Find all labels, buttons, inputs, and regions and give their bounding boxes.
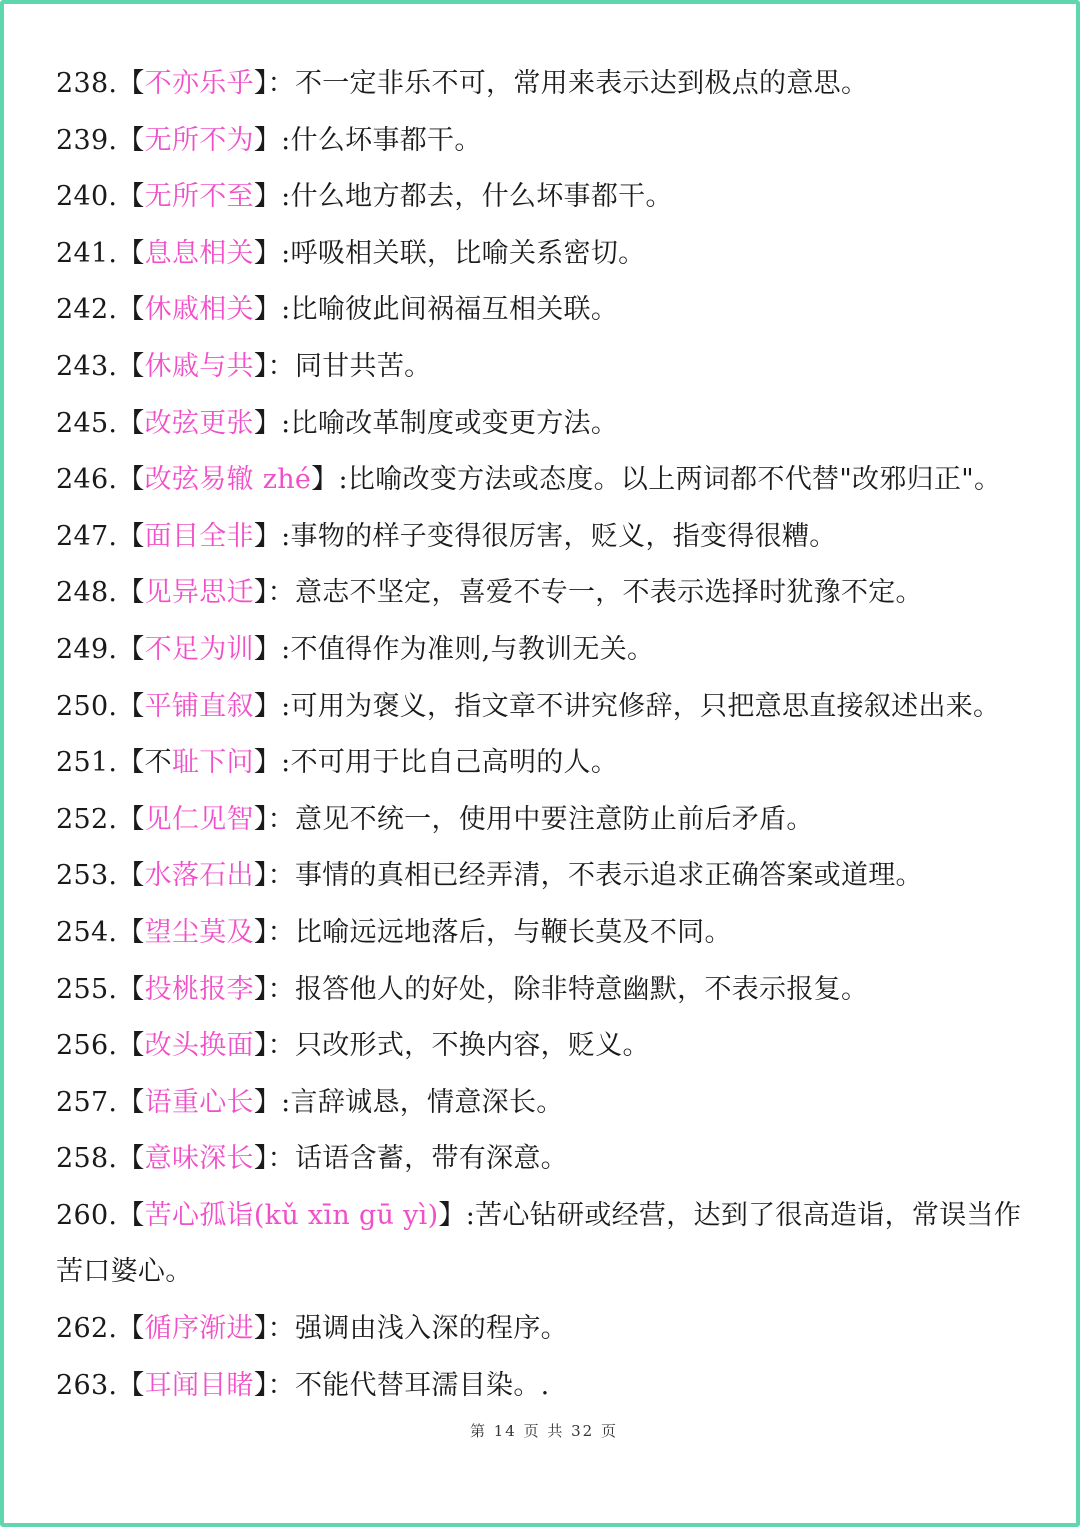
idiom-term: 平铺直叙 <box>144 690 254 722</box>
idiom-definition: 话语含蓄，带有深意。 <box>294 1143 568 1175</box>
idiom-definition: 不值得作为准则,与教训无关。 <box>290 633 655 665</box>
idiom-definition: 比喻远远地落后，与鞭长莫及不同。 <box>294 916 732 948</box>
idiom-definition: 不可用于比自己高明的人。 <box>290 747 619 779</box>
entry-number: 246. <box>56 464 118 496</box>
idiom-definition: 呼吸相关联，比喻关系密切。 <box>290 237 646 269</box>
idiom-term: 投桃报李 <box>144 973 254 1005</box>
entry-number: 253. <box>56 860 118 892</box>
idiom-entry: 245.【改弦更张】:比喻改革制度或变更方法。 <box>56 407 619 439</box>
idiom-term: 不耻下问 <box>144 747 254 779</box>
idiom-term: 面目全非 <box>144 520 254 552</box>
idiom-entry: 247.【面目全非】:事物的样子变得很厉害，贬义，指变得很糟。 <box>56 520 837 552</box>
idiom-definition: 什么坏事都干。 <box>290 124 482 156</box>
idiom-term: 苦心孤诣(kǔ xīn gū yì) <box>144 1199 439 1231</box>
entry-number: 238. <box>56 68 118 99</box>
entry-number: 252. <box>56 803 118 835</box>
entry-number: 255. <box>56 973 118 1005</box>
entry-number: 251. <box>56 747 118 779</box>
idiom-term: 无所不为 <box>144 124 254 156</box>
idiom-entry: 258.【意味深长】：话语含蓄，带有深意。 <box>56 1143 568 1175</box>
idiom-term: 望尘莫及 <box>144 916 254 948</box>
idiom-term: 循序渐进 <box>144 1313 254 1345</box>
entry-number: 250. <box>56 690 118 722</box>
idiom-entry: 241.【息息相关】:呼吸相关联，比喻关系密切。 <box>56 237 646 269</box>
idiom-term: 不亦乐乎 <box>144 68 254 99</box>
idiom-entry: 238.【不亦乐乎】：不一定非乐不可，常用来表示达到极点的意思。 <box>56 68 869 99</box>
idiom-definition: 报答他人的好处，除非特意幽默，不表示报复。 <box>294 973 869 1005</box>
idiom-term: 改弦易辙 zhé <box>144 464 312 496</box>
entry-number: 248. <box>56 577 118 609</box>
idiom-entry: 239.【无所不为】:什么坏事都干。 <box>56 124 482 156</box>
idiom-list <box>56 56 1046 1414</box>
idiom-term: 改弦更张 <box>144 407 254 439</box>
idiom-term: 意味深长 <box>144 1143 254 1175</box>
idiom-entry: 240.【无所不至】:什么地方都去，什么坏事都干。 <box>56 181 673 213</box>
entry-number: 247. <box>56 520 118 552</box>
idiom-entry: 248.【见异思迁】：意志不坚定，喜爱不专一，不表示选择时犹豫不定。 <box>56 577 923 609</box>
idiom-definition: 比喻彼此间祸福互相关联。 <box>290 294 619 326</box>
idiom-definition: 意志不坚定，喜爱不专一，不表示选择时犹豫不定。 <box>294 577 923 609</box>
idiom-definition: 可用为褒义，指文章不讲究修辞，只把意思直接叙述出来。 <box>290 690 1001 722</box>
idiom-definition: 不一定非乐不可，常用来表示达到极点的意思。 <box>294 68 869 99</box>
entry-number: 258. <box>56 1143 118 1175</box>
idiom-definition: 什么地方都去，什么坏事都干。 <box>290 181 673 213</box>
entry-number: 242. <box>56 294 118 326</box>
idiom-definition: 强调由浅入深的程序。 <box>294 1313 568 1345</box>
idiom-definition: 事物的样子变得很厉害，贬义，指变得很糟。 <box>290 520 837 552</box>
idiom-definition: 事情的真相已经弄清，不表示追求正确答案或道理。 <box>294 860 923 892</box>
idiom-entry: 263.【耳闻目睹】：不能代替耳濡目染。. <box>56 1369 550 1401</box>
entry-number: 254. <box>56 916 118 948</box>
idiom-definition: 不能代替耳濡目染。. <box>294 1369 550 1401</box>
idiom-term: 休戚与共 <box>144 350 254 382</box>
entry-number: 240. <box>56 181 118 213</box>
idiom-entry: 253.【水落石出】：事情的真相已经弄清，不表示追求正确答案或道理。 <box>56 860 923 892</box>
idiom-term: 无所不至 <box>144 181 254 213</box>
idiom-entry: 246.【改弦易辙 zhé】:比喻改变方法或态度。以上两词都不代替"改邪归正"。 <box>56 464 1002 496</box>
idiom-entry: 256.【改头换面】：只改形式，不换内容，贬义。 <box>56 1030 650 1062</box>
idiom-term: 改头换面 <box>144 1030 254 1062</box>
idiom-definition: 言辞诚恳，情意深长。 <box>290 1086 564 1118</box>
entry-number: 243. <box>56 350 118 382</box>
idiom-definition: 比喻改革制度或变更方法。 <box>290 407 619 439</box>
idiom-entry: 242.【休戚相关】:比喻彼此间祸福互相关联。 <box>56 294 619 326</box>
idiom-term: 息息相关 <box>144 237 254 269</box>
entry-number: 263. <box>56 1369 118 1401</box>
entry-number: 239. <box>56 124 118 156</box>
idiom-entry: 260.【苦心孤诣(kǔ xīn gū yì)】:苦心钻研或经营，达到了很高造诣，常误当作苦口婆心。 <box>56 1199 1022 1288</box>
idiom-term: 休戚相关 <box>144 294 254 326</box>
entry-number: 249. <box>56 633 118 665</box>
idiom-entry: 262.【循序渐进】：强调由浅入深的程序。 <box>56 1313 568 1345</box>
idiom-entry: 251.【不耻下问】:不可用于比自己高明的人。 <box>56 747 619 779</box>
entry-number: 257. <box>56 1086 118 1118</box>
entry-number: 256. <box>56 1030 118 1062</box>
idiom-term: 水落石出 <box>144 860 254 892</box>
idiom-entry: 249.【不足为训】:不值得作为准则,与教训无关。 <box>56 633 655 665</box>
idiom-term: 见异思迁 <box>144 577 254 609</box>
idiom-entry: 243.【休戚与共】：同甘共苦。 <box>56 350 432 382</box>
idiom-definition: 同甘共苦。 <box>294 350 432 382</box>
idiom-definition: 苦心钻研或经营，达到了很高造诣，常误当作苦口婆心。 <box>56 1199 1022 1288</box>
idiom-entry: 257.【语重心长】:言辞诚恳，情意深长。 <box>56 1086 564 1118</box>
page-footer: 第 14 页 共 32 页 <box>469 1422 618 1440</box>
idiom-term: 不足为训 <box>144 633 254 665</box>
entry-number: 262. <box>56 1313 118 1345</box>
idiom-term: 见仁见智 <box>144 803 254 835</box>
entry-number: 245. <box>56 407 118 439</box>
idiom-entry: 254.【望尘莫及】：比喻远远地落后，与鞭长莫及不同。 <box>56 916 732 948</box>
entry-number: 241. <box>56 237 118 269</box>
idiom-entry: 250.【平铺直叙】:可用为褒义，指文章不讲究修辞，只把意思直接叙述出来。 <box>56 690 1001 722</box>
idiom-definition: 只改形式，不换内容，贬义。 <box>294 1030 650 1062</box>
idiom-entry: 252.【见仁见智】：意见不统一，使用中要注意防止前后矛盾。 <box>56 803 814 835</box>
idiom-definition: 意见不统一，使用中要注意防止前后矛盾。 <box>294 803 814 835</box>
idiom-term: 耳闻目睹 <box>144 1369 254 1401</box>
idiom-term: 语重心长 <box>144 1086 254 1118</box>
idiom-entry: 255.【投桃报李】：报答他人的好处，除非特意幽默，不表示报复。 <box>56 973 869 1005</box>
entry-number: 260. <box>56 1199 118 1231</box>
idiom-definition: 比喻改变方法或态度。以上两词都不代替"改邪归正"。 <box>347 464 1002 496</box>
